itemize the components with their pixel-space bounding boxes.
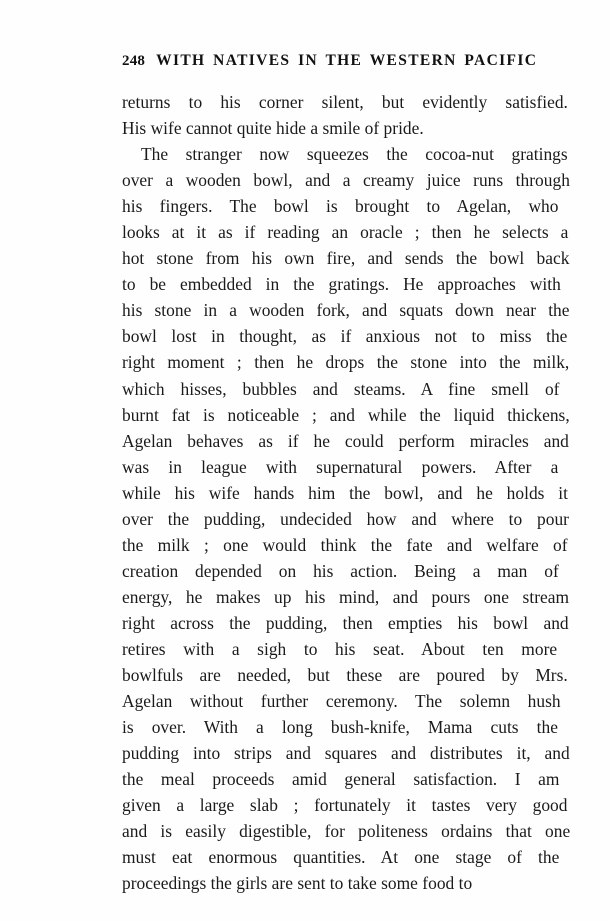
page-number: 248 <box>122 53 146 69</box>
text-line: given a large slab ; fortunately it tastes very good <box>122 795 568 816</box>
text-line: which hisses, bubbles and steams. A fine smell of <box>122 378 560 399</box>
text-line: is over. With a long bush-knife, Mama cuts the <box>122 717 558 738</box>
text-block <box>122 89 571 896</box>
text-line: energy, he makes up his mind, and pours one stream <box>122 586 570 607</box>
text-line: right across the pudding, then empties his bowl and <box>122 612 569 633</box>
text-line: bowlfuls are needed, but these are poured by Mrs. <box>122 665 568 686</box>
running-head-title: WITH NATIVES IN THE WESTERN PACIFIC <box>156 52 538 69</box>
text-line: right moment ; then he drops the stone into the milk, <box>122 352 570 373</box>
paragraph <box>122 89 568 141</box>
text-line: bowl lost in thought, as if anxious not to miss the <box>122 326 568 347</box>
text-line: Agelan behaves as if he could perform miracles and <box>122 430 569 451</box>
text-line: looks at it as if reading an oracle ; then he selects a <box>122 222 569 243</box>
text-line: and is easily digestible, for politeness ordains that one <box>122 821 571 842</box>
text-line: returns to his corner silent, but evidently satisfied. <box>122 92 568 112</box>
text-line: creation depended on his action. Being a man of <box>122 560 559 581</box>
text-line: burnt fat is noticeable ; and while the liquid thickens, <box>122 404 570 425</box>
text-line: to be embedded in the gratings. He approaches with <box>122 274 561 295</box>
text-line: over the pudding, undecided how and where to pour <box>122 508 569 529</box>
text-line: hot stone from his own fire, and sends the bowl back <box>122 248 570 269</box>
text-line: the milk ; one would think the fate and welfare of <box>122 534 568 555</box>
text-line: proceedings the girls are sent to take some food to <box>122 873 473 894</box>
text-line: retires with a sigh to his seat. About ten more <box>122 638 558 659</box>
text-line: was in league with supernatural powers. After a <box>122 456 559 477</box>
text-line: over a wooden bowl, and a creamy juice runs through <box>122 170 570 191</box>
text-line: his fingers. The bowl is brought to Agelan, who <box>122 196 559 217</box>
text-line: His wife cannot quite hide a smile of pride. <box>122 118 424 139</box>
text-line: while his wife hands him the bowl, and he holds it <box>122 482 568 503</box>
paragraph <box>122 141 571 896</box>
text-line: his stone in a wooden fork, and squats down near the <box>122 300 570 321</box>
text-line: Agelan without further ceremony. The solemn hush <box>122 691 561 712</box>
text-line: the meal proceeds amid general satisfaction. I am <box>122 769 560 790</box>
text-line: The stranger now squeezes the cocoa-nut gratings <box>141 144 568 165</box>
running-head <box>122 52 538 74</box>
text-line: must eat enormous quantities. At one stage of the <box>122 847 560 868</box>
text-line: pudding into strips and squares and distributes it, and <box>122 743 570 764</box>
